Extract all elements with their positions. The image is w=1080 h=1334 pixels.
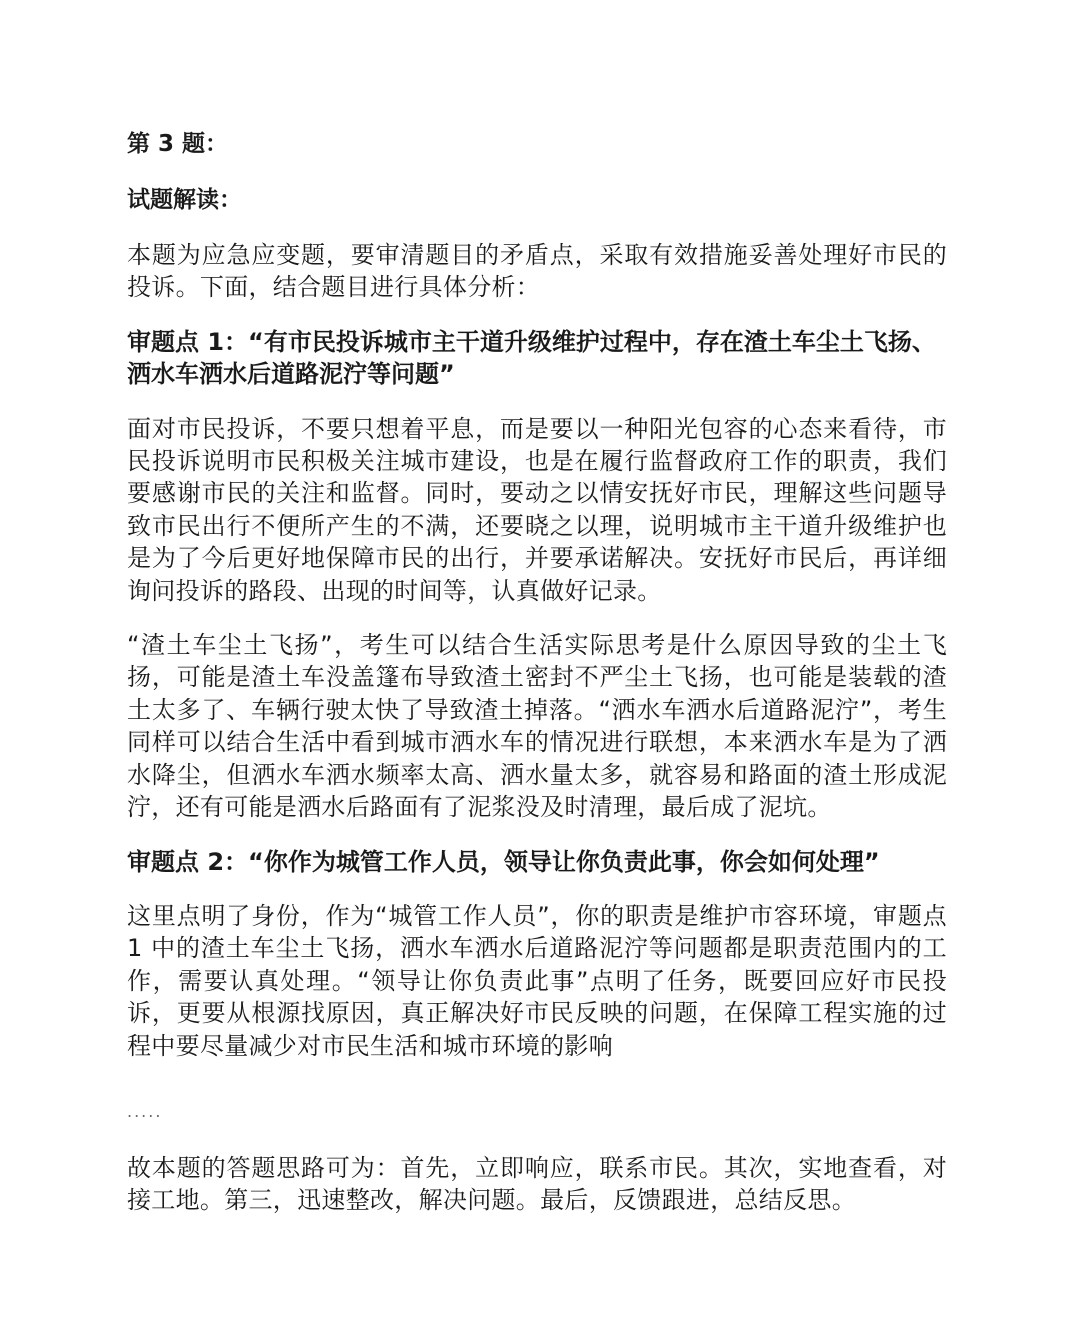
point2-paragraph: 这里点明了身份，作为“城管工作人员”，你的职责是维护市容环境，审题点 1 中的渣土车尘土飞扬，洒水车洒水后道路泥泞等问题都是职责范围内的工作，需要认真处理。“领导让你负责此事”点明了任务，既要回应好市民投诉，更要从根源找原因，真正解决好市民反映的问题，在保障工程实施的过程中要尽量减少对市民生活和城市环境的影响 [127, 901, 947, 1060]
point1-paragraph-2: “渣土车尘土飞扬”，考生可以结合生活实际思考是什么原因导致的尘土飞扬，可能是渣土车没盖篷布导致渣土密封不严尘土飞扬，也可能是装载的渣土太多了、车辆行驶太快了导致渣土掉落。“洒水车洒水后道路泥泞”，考生同样可以结合生活中看到城市洒水车的情况进行联想，本来洒水车是为了洒水降尘，但洒水车洒水频率太高、洒水量太多，就容易和路面的渣土形成泥泞，还有可能是洒水后路面有了泥浆没及时清理，最后成了泥坑。 [127, 631, 947, 822]
interpretation-heading: 试题解读： [127, 187, 242, 213]
document-body [127, 127, 947, 1217]
intro-paragraph: 本题为应急应变题，要审清题目的矛盾点，采取有效措施妥善处理好市民的投诉。下面，结合题目进行具体分析： [127, 241, 947, 302]
question-title: 第 3 题： [127, 131, 229, 157]
ellipsis-marker: ..... [127, 1101, 163, 1121]
point1-title: 审题点 1：“有市民投诉城市主干道升级维护过程中，存在渣土车尘土飞扬、洒水车洒水后道路泥泞等问题” [127, 327, 936, 389]
conclusion-paragraph: 故本题的答题思路可为：首先，立即响应，联系市民。其次，实地查看，对接工地。第三，迅速整改，解决问题。最后，反馈跟进，总结反思。 [127, 1153, 947, 1215]
point1-paragraph-1: 面对市民投诉，不要只想着平息，而是要以一种阳光包容的心态来看待，市民投诉说明市民积极关注城市建设，也是在履行监督政府工作的职责，我们要感谢市民的关注和监督。同时，要动之以情安抚好市民，理解这些问题导致市民出行不便所产生的不满，还要晓之以理，说明城市主干道升级维护也是为了今后更好地保障市民的出行，并要承诺解决。安抚好市民后，再详细询问投诉的路段、出现的时间等，认真做好记录。 [127, 414, 947, 605]
point2-title: 审题点 2：“你作为城管工作人员，领导让你负责此事，你会如何处理” [127, 847, 880, 876]
